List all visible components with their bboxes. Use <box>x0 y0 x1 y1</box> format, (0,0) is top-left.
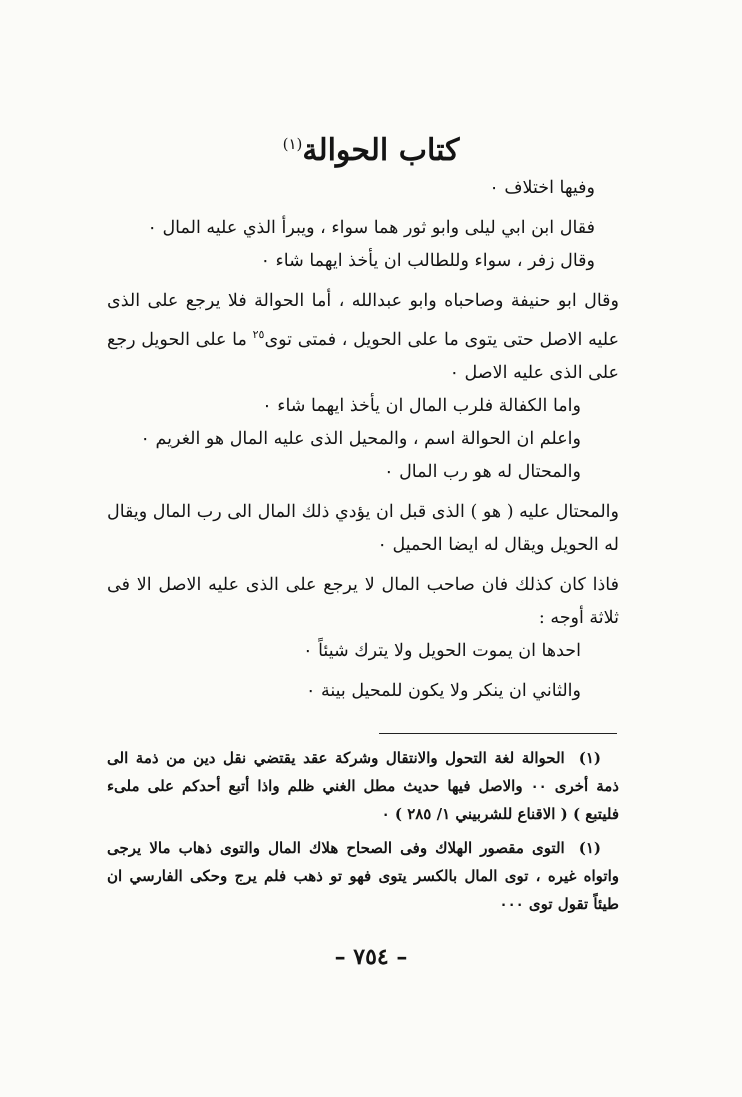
paragraph-10: احدها ان يموت الحويل ولا يترك شيئاً ٠ <box>303 640 581 661</box>
footnote-1-text: الحوالة لغة التحول والانتقال وشركة عقد يقتضي نقل دين من ذمة الى ذمة أخرى ٠٠ والاصل فيها حديث مطل الغني ظلم واذا أتبع أحدكم على ملىء فليتبع ) ( الاقناع للشربيني ١/ ٢٨٥ ) ٠ <box>107 749 619 823</box>
chapter-title-text: كتاب الحوالة <box>302 133 460 168</box>
footnotes <box>107 744 619 924</box>
footnote-1-number: (١) <box>578 749 601 767</box>
paragraph-11: والثاني ان ينكر ولا يكون للمحيل بينة ٠ <box>306 680 581 701</box>
paragraph-2: فقال ابن ابي ليلى وابو ثور هما سواء ، ويبرأ الذي عليه المال ٠ <box>147 218 595 238</box>
chapter-title <box>0 124 742 171</box>
main-text <box>107 172 619 708</box>
body-footnote-ref: ٢٥ <box>252 328 265 341</box>
paragraph-4-text-b: ما على الحويل رجع على الذى عليه الاصل ٠ <box>107 329 619 383</box>
paragraph-7: والمحتال له هو رب المال ٠ <box>384 461 581 482</box>
paragraph-1: وفيها اختلاف ٠ <box>489 178 595 198</box>
paragraph-3: وقال زفر ، سواء وللطالب ان يأخذ ايهما شاء ٠ <box>260 251 595 271</box>
footnote-divider <box>379 733 617 734</box>
paragraph-6: واعلم ان الحوالة اسم ، والمحيل الذى عليه المال هو الغريم ٠ <box>140 428 581 449</box>
footnote-1 <box>107 744 619 828</box>
paragraph-5: واما الكفالة فلرب المال ان يأخذ ايهما شاء ٠ <box>262 395 581 416</box>
page-number: – ٧٥٤ – <box>334 944 408 970</box>
footnote-2-number: (١) <box>578 839 601 857</box>
footnote-2 <box>107 834 619 918</box>
title-footnote-ref: (١) <box>282 135 303 153</box>
paragraph-9: فاذا كان كذلك فان صاحب المال لا يرجع على الذى عليه الاصل الا فى ثلاثة أوجه : <box>107 574 619 628</box>
footnote-2-text: التوى مقصور الهلاك وفى الصحاح هلاك المال والتوى ذهاب مالا يرجى واتواه غيره ، توى المال بالكسر يتوى فهو تو ذهب فلم يرج وحكى الفارسي ان طيئاً تقول توى ٠٠٠ <box>107 839 619 913</box>
paragraph-8: والمحتال عليه ( هو ) الذى قبل ان يؤدي ذلك المال الى رب المال ويقال له الحويل ويقال له ايضا الحميل ٠ <box>107 501 619 555</box>
paragraph-4-text-a: وقال ابو حنيفة وصاحباه وابو عبدالله ، أما الحوالة فلا يرجع على الذى عليه الاصل حتى يتوى ما على الحويل ، فمتى توى <box>107 291 620 350</box>
paragraph-4 <box>107 285 619 390</box>
